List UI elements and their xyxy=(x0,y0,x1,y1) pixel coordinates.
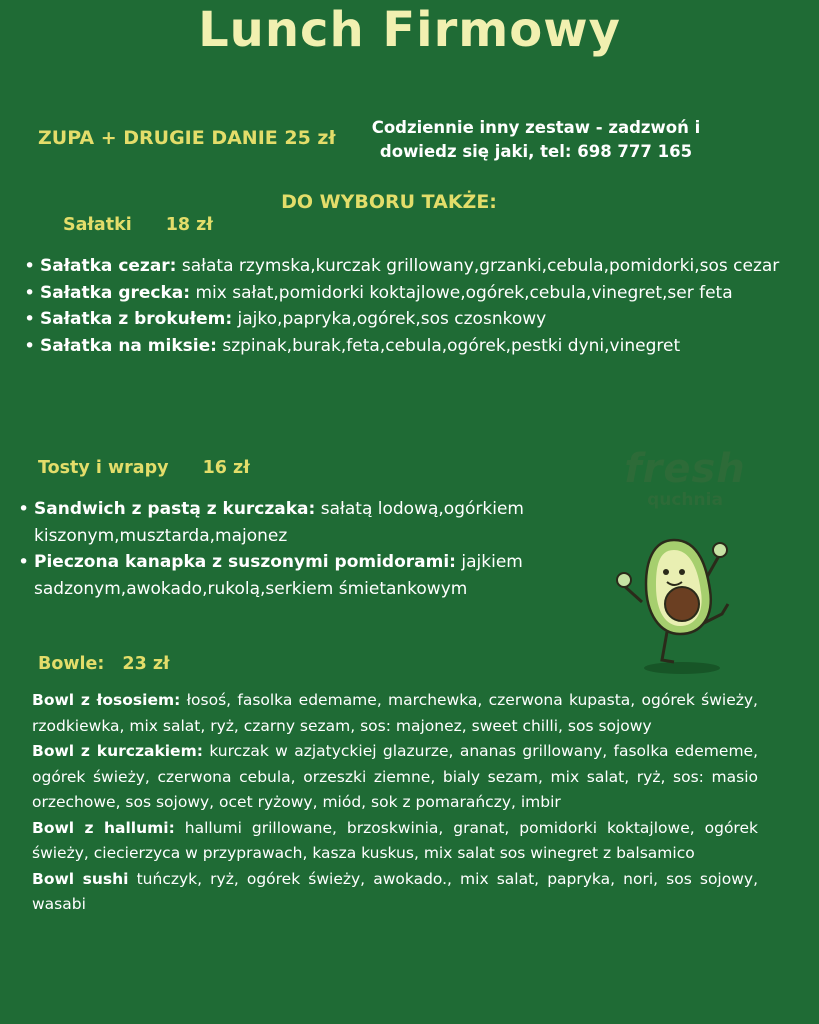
item-name: Bowl z hallumi: xyxy=(32,818,175,837)
item-name: Sałatka z brokułem: xyxy=(40,309,233,329)
item-name: Sałatka grecka: xyxy=(40,282,191,303)
toasts-heading-label: Tosty i wrapy xyxy=(38,458,169,478)
toasts-list xyxy=(12,496,567,602)
list-item xyxy=(32,816,758,867)
item-desc: łosoś, fasolka edemame, marchewka, czerwona kupasta, ogórek świeży, rzodkiewka, mix salat, ryż, czarny sezam, sos: majonez, sweet chilli, sos sojowy xyxy=(32,691,758,735)
salads-price: 18 zł xyxy=(165,215,213,235)
toasts-heading xyxy=(38,458,250,478)
salads-list xyxy=(18,253,819,359)
bowls-price: 23 zł xyxy=(122,654,170,674)
daily-note: Codziennie inny zestaw - zadzwoń i dowiedz się jaki, tel: 698 777 165 xyxy=(371,118,701,161)
list-item xyxy=(12,496,567,549)
item-desc: tuńczyk, ryż, ogórek świeży, awokado., mix salat, papryka, nori, sos sojowy, wasabi xyxy=(32,869,758,913)
item-name: Sałatka cezar: xyxy=(40,256,177,276)
item-name: Sałatka na miksie: xyxy=(40,335,217,356)
list-item xyxy=(18,253,819,280)
list-item xyxy=(32,688,758,739)
item-desc: jajko,papryka,ogórek,sos czosnkowy xyxy=(237,309,547,329)
salads-heading-label: Sałatki xyxy=(63,215,132,235)
item-desc: szpinak,burak,feta,cebula,ogórek,pestki dyni,vinegret xyxy=(222,335,681,356)
avocado-mascot-icon xyxy=(612,532,742,677)
fresh-quchnia-logo xyxy=(620,444,750,510)
item-name: Bowl z kurczakiem: xyxy=(32,742,203,760)
list-item xyxy=(32,739,758,816)
item-desc: hallumi grillowane, brzoskwinia, granat, pomidorki koktajlowe, ogórek świeży, ciecierzyca w przyprawach, kasza kuskus, mix salat sos winegret z balsamico xyxy=(32,818,758,862)
item-name: Pieczona kanapka z suszonymi pomidorami: xyxy=(34,552,456,572)
logo-line1: fresh xyxy=(624,446,746,492)
item-name: Sandwich z pastą z kurczaka: xyxy=(34,499,316,519)
item-desc: kurczak w azjatyckiej glazurze, ananas grillowany, fasolka edememe, ogórek świeży, czerwona cebula, orzeszki ziemne, bialy sezam, mix salat, ryż, sos: masio orzechowe, sos sojowy, ocet ryżowy, miód, sok z pomarańczy, imbir xyxy=(32,742,758,811)
bowls-list xyxy=(32,688,758,918)
item-name: Bowl z łososiem: xyxy=(32,691,181,709)
item-desc: sałatą lodową,ogórkiem kiszonym,musztarda,majonez xyxy=(34,499,524,546)
page-title: Lunch Firmowy xyxy=(198,2,621,58)
item-desc: mix sałat,pomidorki koktajlowe,ogórek,cebula,vinegret,ser feta xyxy=(195,282,733,303)
logo-line2: quchnia xyxy=(647,490,723,510)
item-name: Bowl sushi xyxy=(32,869,129,888)
item-desc: sałata rzymska,kurczak grillowany,grzanki,cebula,pomidorki,sos cezar xyxy=(181,256,780,276)
more-heading: DO WYBORU TAKŻE: xyxy=(281,191,497,213)
list-item xyxy=(18,306,819,333)
list-item xyxy=(12,549,567,602)
toasts-price: 16 zł xyxy=(202,458,250,478)
list-item xyxy=(18,280,819,307)
item-desc: jajkiem sadzonym,awokado,rukolą,serkiem śmietankowym xyxy=(34,552,523,599)
bowls-heading-label: Bowle: xyxy=(38,654,105,674)
salads-heading xyxy=(63,215,213,235)
offer-text: ZUPA + DRUGIE DANIE 25 zł xyxy=(38,127,336,149)
bowls-heading xyxy=(38,654,170,674)
list-item xyxy=(18,333,819,360)
list-item xyxy=(32,867,758,918)
